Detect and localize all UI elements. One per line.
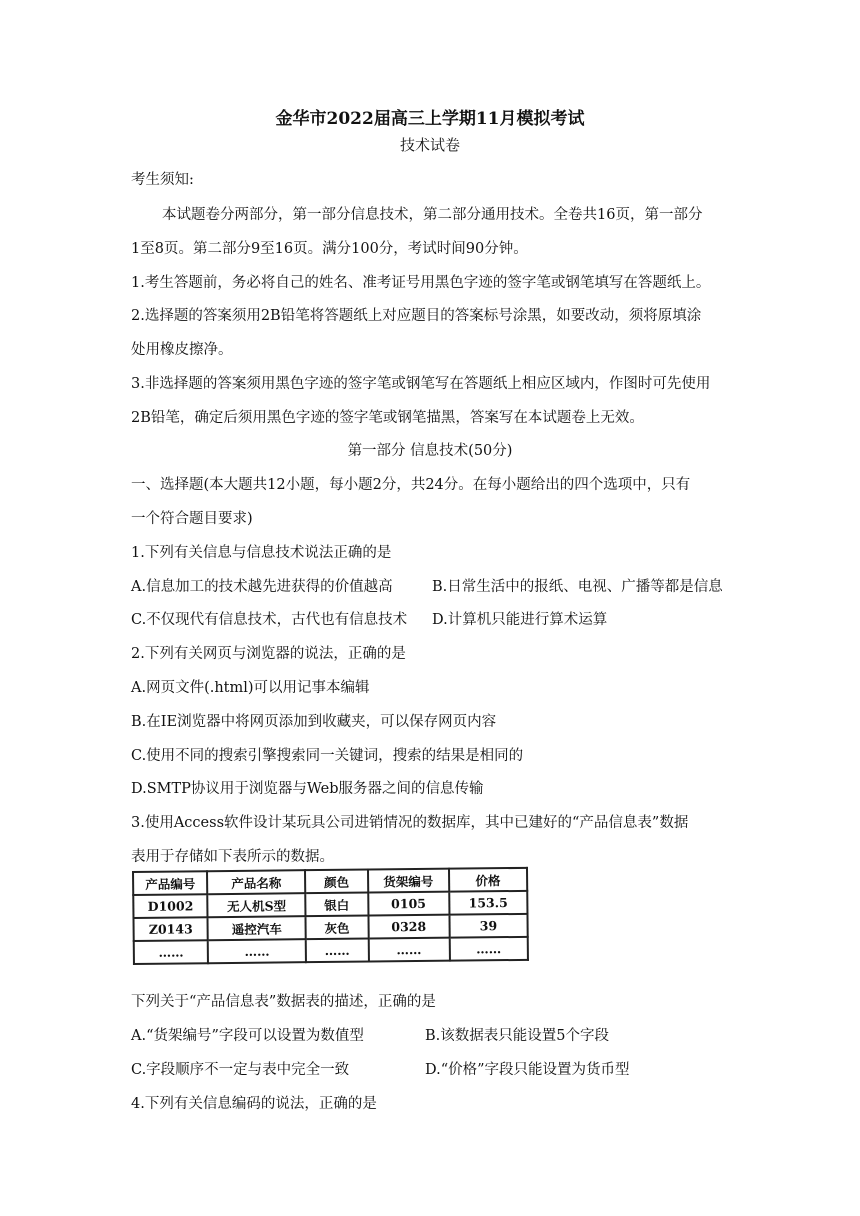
- table-cell: 153.5: [449, 891, 528, 915]
- table-cell: 0105: [368, 892, 449, 916]
- table-cell: 银白: [305, 893, 368, 917]
- page-title: 金华市2022届高三上学期11月模拟考试: [275, 109, 585, 129]
- page-subtitle: 技术试卷: [399, 136, 460, 154]
- q3-stem-line1: 3.使用Access软件设计某玩具公司进销情况的数据库，其中已建好的“产品信息表”数据: [131, 815, 689, 831]
- q3-stem-line2: 表用于存储如下表所示的数据。: [131, 849, 334, 865]
- section1-instructions-line1: 一、选择题(本大题共12小题，每小题2分，共24分。在每小题给出的四个选项中，只有: [131, 477, 691, 493]
- table-cell: 39: [449, 914, 528, 938]
- table-cell: D1002: [133, 894, 208, 918]
- table-cell: Z0143: [133, 917, 208, 941]
- table-cell: 遥控汽车: [208, 916, 306, 940]
- table-cell: ……: [208, 939, 306, 963]
- table-cell: 0328: [368, 915, 449, 939]
- notice-para1-line2: 1至8页。第二部分9至16页。满分100分，考试时间90分钟。: [131, 241, 528, 257]
- q2-option-a: A.网页文件(.html)可以用记事本编辑: [131, 680, 370, 696]
- notice-item2-line1: 2.选择题的答案须用2B铅笔将答题纸上对应题目的答案标号涂黑，如要改动，须将原填涂: [131, 308, 702, 324]
- q1-option-c: C.不仅现代有信息技术，古代也有信息技术: [131, 612, 408, 628]
- table-cell: 灰色: [306, 916, 369, 940]
- q1-option-a: A.信息加工的技术越先进获得的价值越高: [131, 579, 393, 595]
- q3-option-b: B.该数据表只能设置5个字段: [425, 1028, 609, 1044]
- table-cell: ……: [368, 938, 449, 962]
- table-row: [134, 937, 528, 964]
- notice-item3-line1: 3.非选择题的答案须用黑色字迹的签字笔或钢笔写在答题纸上相应区域内，作图时可先使用: [131, 376, 711, 392]
- table-cell: ……: [449, 937, 528, 961]
- table-header-cell: 产品名称: [207, 870, 305, 894]
- table-cell: 无人机S型: [208, 893, 306, 917]
- q3-option-d: D.“价格”字段只能设置为货币型: [425, 1062, 630, 1078]
- product-info-table: [132, 867, 529, 965]
- notice-para1-line1: 本试题卷分两部分，第一部分信息技术，第二部分通用技术。全卷共16页，第一部分: [162, 207, 703, 223]
- q2-stem: 2.下列有关网页与浏览器的说法，正确的是: [131, 646, 406, 662]
- table-header-cell: 产品编号: [133, 871, 208, 895]
- table-cell: ……: [306, 939, 369, 963]
- q2-option-d: D.SMTP协议用于浏览器与Web服务器之间的信息传输: [131, 781, 484, 797]
- notice-item3-line2: 2B铅笔，确定后须用黑色字迹的签字笔或钢笔描黑，答案写在本试题卷上无效。: [131, 410, 644, 426]
- q2-option-c: C.使用不同的搜索引擎搜索同一关键词，搜索的结果是相同的: [131, 748, 524, 764]
- part1-heading: 第一部分 信息技术(50分): [347, 443, 513, 459]
- table-header-cell: 颜色: [305, 870, 368, 894]
- q3-option-c: C.字段顺序不一定与表中完全一致: [131, 1062, 350, 1078]
- q2-option-b: B.在IE浏览器中将网页添加到收藏夹，可以保存网页内容: [131, 714, 497, 730]
- q1-option-b: B.日常生活中的报纸、电视、广播等都是信息: [432, 579, 723, 595]
- notice-heading: 考生须知:: [131, 172, 194, 188]
- notice-item1: 1.考生答题前，务必将自己的姓名、准考证号用黑色字迹的签字笔或钢笔填写在答题纸上。: [131, 275, 711, 291]
- table-header-cell: 价格: [449, 868, 528, 892]
- table-cell: ……: [134, 940, 209, 964]
- q3-follow-up: 下列关于“产品信息表”数据表的描述，正确的是: [131, 994, 436, 1010]
- notice-item2-line2: 处用橡皮擦净。: [131, 342, 233, 358]
- q3-option-a: A.“货架编号”字段可以设置为数值型: [131, 1028, 364, 1044]
- q1-option-d: D.计算机只能进行算术运算: [432, 612, 608, 628]
- table-header-cell: 货架编号: [368, 869, 449, 893]
- section1-instructions-line2: 一个符合题目要求): [131, 511, 253, 527]
- q1-stem: 1.下列有关信息与信息技术说法正确的是: [131, 545, 392, 561]
- q4-stem: 4.下列有关信息编码的说法，正确的是: [131, 1096, 377, 1112]
